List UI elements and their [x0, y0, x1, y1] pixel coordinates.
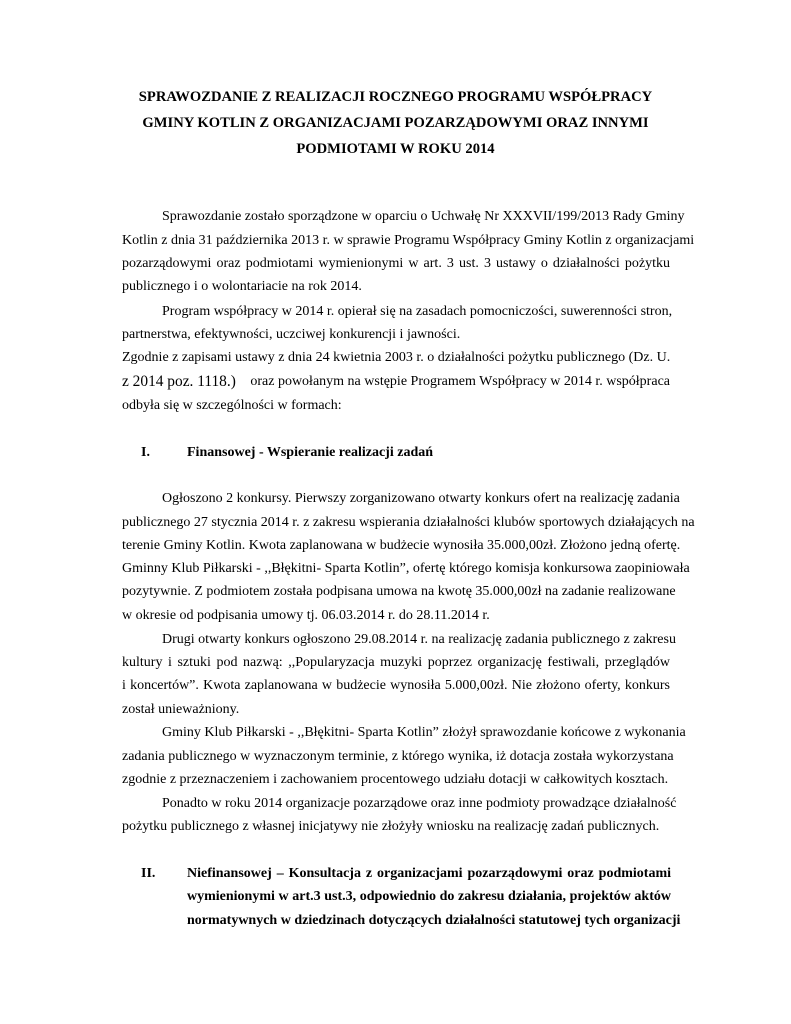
section-2-heading-line: wymienionymi w art.3 ust.3, odpowiednio do zakresu działania, projektów aktów	[187, 889, 671, 904]
citation: z 2014 poz. 1118.)	[122, 373, 236, 390]
report-title	[120, 84, 671, 162]
intro-line: Sprawozdanie zostało sporządzone w oparciu o Uchwałę Nr XXXVII/199/2013 Rady Gminy	[162, 209, 685, 224]
intro-line: Kotlin z dnia 31 października 2013 r. w sprawie Programu Współpracy Gminy Kotlin z organizacjami	[122, 233, 695, 248]
intro-line: Zgodnie z zapisami ustawy z dnia 24 kwietnia 2003 r. o działalności pożytku publicznego (Dz. U.	[122, 350, 671, 365]
intro-line: publicznego i o wolontariacie na rok 2014.	[122, 279, 362, 294]
paragraph-line: pożytku publicznego z własnej inicjatywy nie złożyły wniosku na realizację zadań publicznych.	[122, 819, 660, 834]
paragraph-line: Ogłoszono 2 konkursy. Pierwszy zorganizowano otwarty konkurs ofert na realizację zadania	[162, 491, 680, 506]
paragraph-line: Gminny Klub Piłkarski - ,,Błękitni- Sparta Kotlin”, ofertę którego komisja konkursowa zaopiniowała	[122, 561, 690, 576]
intro-line: Program współpracy w 2014 r. opierał się na zasadach pomocniczości, suwerenności stron,	[162, 304, 673, 319]
paragraph-line: zadania publicznego w wyznaczonym terminie, z którego wynika, iż dotacja została wykorzystana	[122, 749, 674, 764]
intro-line	[122, 372, 670, 392]
paragraph-line: pozytywnie. Z podmiotem została podpisana umowa na kwotę 35.000,00zł na zadanie realizowane	[122, 584, 676, 599]
intro-text: oraz powołanym na wstępie Programem Współpracy w 2014 r. współpraca	[250, 374, 670, 389]
section-2-heading-line: normatywnych w dziedzinach dotyczących działalności statutowej tych organizacji	[187, 913, 681, 928]
paragraph-line: Drugi otwarty konkurs ogłoszono 29.08.2014 r. na realizację zadania publicznego z zakresu	[162, 632, 676, 647]
section-1-heading: Finansowej - Wspieranie realizacji zadań	[187, 445, 434, 460]
section-2-number: II.	[141, 866, 156, 881]
title-line: PODMIOTAMI W ROKU 2014	[296, 141, 495, 157]
section-1-number: I.	[141, 445, 150, 460]
paragraph-line: zgodnie z przeznaczeniem i zachowaniem procentowego udziału dotacji w całkowitych kosztach.	[122, 772, 669, 787]
paragraph-line: został unieważniony.	[122, 702, 240, 717]
intro-line: odbyła się w szczególności w formach:	[122, 398, 342, 413]
paragraph-line: i koncertów”. Kwota zaplanowana w budżecie wynosiła 5.000,00zł. Nie złożono oferty, konkurs	[122, 678, 670, 693]
paragraph-line: Gminy Klub Piłkarski - ,,Błękitni- Sparta Kotlin” złożył sprawozdanie końcowe z wykonania	[162, 725, 686, 740]
paragraph-line: w okresie od podpisania umowy tj. 06.03.2014 r. do 28.11.2014 r.	[122, 608, 490, 623]
intro-line: pozarządowymi oraz podmiotami wymienionymi w art. 3 ust. 3 ustawy o działalności pożytku	[122, 256, 670, 271]
intro-line: partnerstwa, efektywności, uczciwej konkurencji i jawności.	[122, 327, 461, 342]
paragraph-line: terenie Gminy Kotlin. Kwota zaplanowana w budżecie wynosiła 35.000,00zł. Złożono jedną ofertę.	[122, 538, 681, 553]
paragraph-line: publicznego 27 stycznia 2014 r. z zakresu wspierania działalności klubów sportowych działających na	[122, 515, 695, 530]
paragraph-line: Ponadto w roku 2014 organizacje pozarządowe oraz inne podmioty prowadzące działalność	[162, 796, 677, 811]
title-line: SPRAWOZDANIE Z REALIZACJI ROCZNEGO PROGRAMU WSPÓŁPRACY	[138, 89, 653, 105]
title-line: GMINY KOTLIN Z ORGANIZACJAMI POZARZĄDOWYMI ORAZ INNYMI	[142, 115, 649, 131]
paragraph-line: kultury i sztuki pod nazwą: ,,Popularyzacja muzyki poprzez organizację festiwali, przeglądów	[122, 655, 670, 670]
section-2-heading-line: Niefinansowej – Konsultacja z organizacjami pozarządowymi oraz podmiotami	[187, 866, 671, 881]
